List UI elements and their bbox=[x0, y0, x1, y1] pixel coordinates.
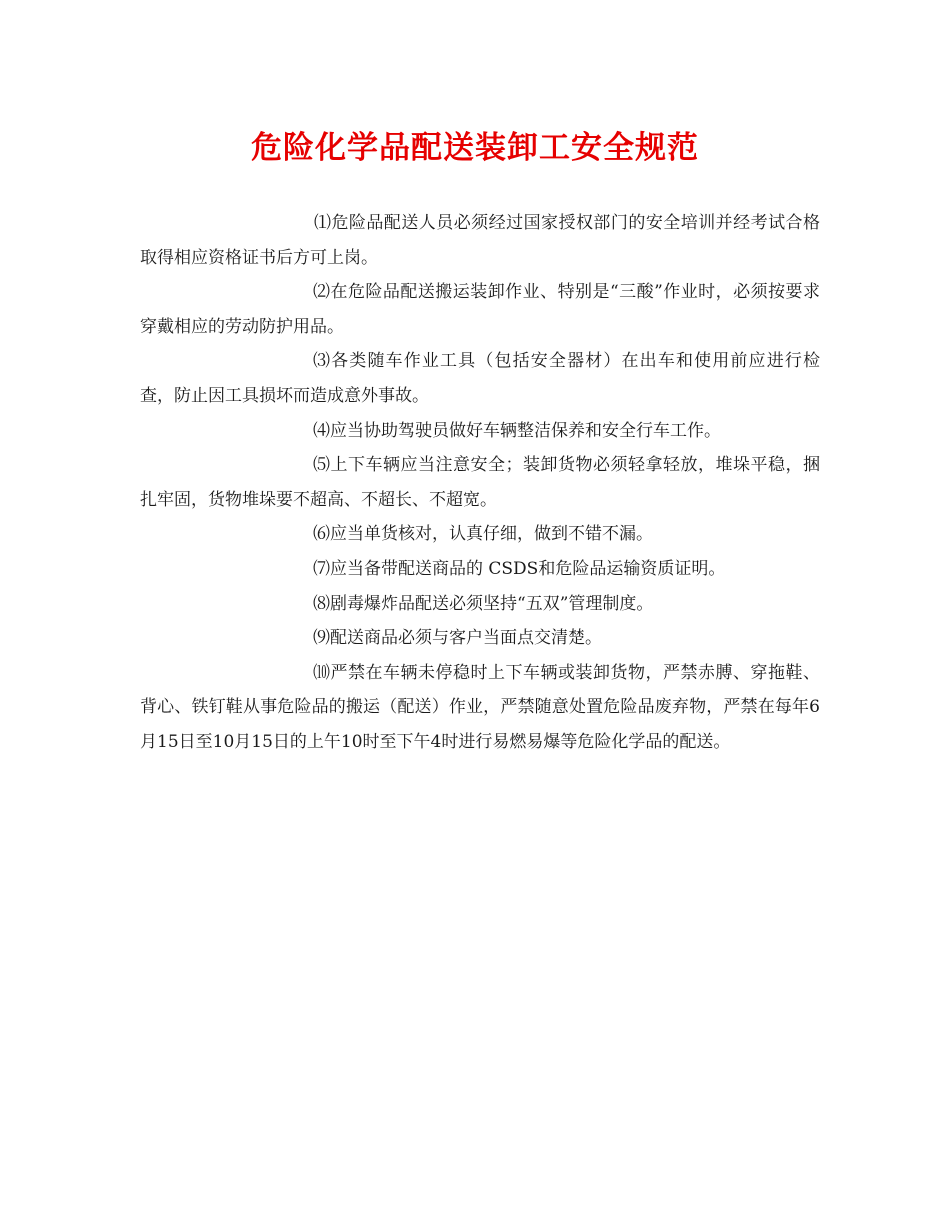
paragraph-9: ⑼配送商品必须与客户当面点交清楚。 bbox=[313, 628, 602, 649]
paragraph-4: ⑷应当协助驾驶员做好车辆整洁保养和安全行车工作。 bbox=[313, 420, 721, 441]
paragraph-8: ⑻剧毒爆炸品配送必须坚持“五双”管理制度。 bbox=[313, 593, 654, 614]
paragraph-7: ⑺应当备带配送商品的 CSDS和危险品运输资质证明。 bbox=[313, 558, 726, 579]
document-body bbox=[140, 206, 820, 760]
paragraph-2: ⑵在危险品配送搬运装卸作业、特别是“三酸”作业时，必须按要求穿戴相应的劳动防护用品。 bbox=[140, 282, 820, 337]
document-title: 危险化学品配送装卸工安全规范 bbox=[251, 130, 699, 166]
paragraph-5: ⑸上下车辆应当注意安全；装卸货物必须轻拿轻放，堆垛平稳，捆扎牢固，货物堆垛要不超高、不超长、不超宽。 bbox=[140, 455, 820, 510]
paragraph-10: ⑽严禁在车辆未停稳时上下车辆或装卸货物，严禁赤膊、穿拖鞋、背心、铁钉鞋从事危险品的搬运（配送）作业，严禁随意处置危险品废弃物，严禁在每年6月15日至10月15日的上午10时至下午4时进行易燃易爆等危险化学品的配送。 bbox=[140, 662, 820, 752]
paragraph-3: ⑶各类随车作业工具（包括安全器材）在出车和使用前应进行检查，防止因工具损坏而造成意外事故。 bbox=[140, 351, 820, 406]
paragraph-6: ⑹应当单货核对，认真仔细，做到不错不漏。 bbox=[313, 524, 653, 545]
paragraph-1: ⑴危险品配送人员必须经过国家授权部门的安全培训并经考试合格取得相应资格证书后方可上岗。 bbox=[140, 213, 820, 268]
